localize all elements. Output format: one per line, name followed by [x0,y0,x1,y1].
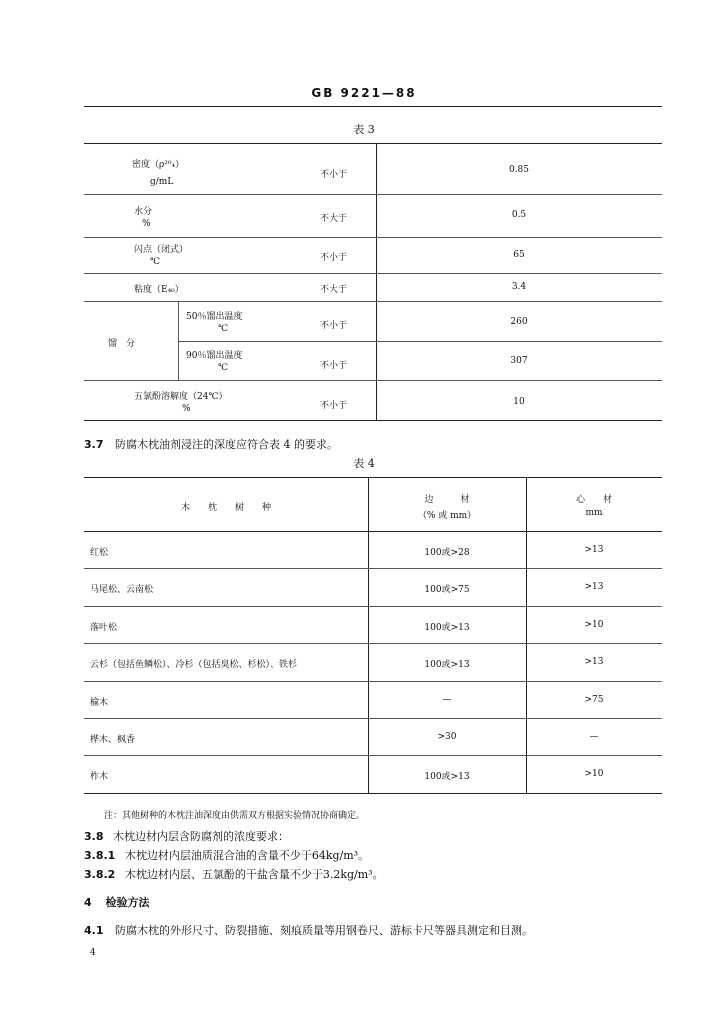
table4-row-sapwood: 100或>13 [424,772,470,782]
table4-row-species: 云杉（包括鱼鳞松）、冷杉（包括臭松、杉松）、铁杉 [90,660,298,670]
section-3-8-1-number: 3.8.1 [84,849,116,862]
section-3-8-2-text: 木枕边材内层、五氯酚的干盐含量不少于3.2kg/m³。 [124,868,384,881]
table4-divider-2 [526,477,527,793]
table4-header-rule [84,531,662,532]
section-3-7-text: 防腐木枕油剂浸注的深度应符合表 4 的要求。 [115,438,338,451]
table4-note: 注：其他树种的木枕注油深度由供需双方根据实验情况协商确定。 [104,811,366,821]
table3-row7-cond: 不小于 [320,401,348,411]
table4-row-species: 落叶松 [90,623,118,633]
header-rule [84,106,662,107]
section-4-1-number: 4.1 [84,924,104,937]
table3-row3-value: 65 [513,250,525,260]
table4-row-heartwood: >13 [584,657,604,667]
table4-row-sapwood: 100或>28 [424,548,470,558]
table3-row-line [84,273,662,274]
table4-row-heartwood: >13 [584,582,604,592]
table4-header-sapwood-unit: （% 或 mm） [417,511,477,521]
table3-top-border [84,143,662,144]
section-4-title: 检验方法 [105,896,150,909]
table4-row-line [84,643,662,644]
table3-row1-value: 0.85 [508,165,530,175]
table4-row-sapwood: >30 [437,732,457,742]
table3-row3-cond: 不小于 [320,253,348,263]
table4-row-heartwood: >75 [584,695,604,705]
table3-row6-cond: 不小于 [320,361,348,371]
table4-row-species: 马尾松、云南松 [90,585,154,595]
table4-row-line [84,568,662,569]
table4-header-sapwood: 边 材 [424,495,470,505]
table3-row7-unit: % [182,404,191,414]
table3-row-line [84,194,662,195]
table4-row-line [84,718,662,719]
table3-row5-label: 50％馏出温度 [186,312,243,322]
table3-row1-label: 密度（ρ²⁰₄） [132,160,185,170]
table4-row-line [84,681,662,682]
table4-row-sapwood: 100或>75 [424,585,470,595]
section-4 [84,894,150,910]
table3-row2-value: 0.5 [511,210,527,220]
table3-row3-unit: ℃ [150,257,161,267]
table4-bottom-border [84,793,662,794]
table3-row7-value: 10 [513,397,525,407]
table3-row4-value: 3.4 [511,282,527,292]
section-4-1-text: 防腐木枕的外形尺寸、防裂措施、刻痕质量等用钢卷尺、游标卡尺等器具测定和目测。 [115,924,533,937]
table3-row2-label: 水分 [134,207,153,217]
table4-row-sapwood: 100或>13 [424,623,470,633]
table4-top-border [84,477,662,478]
table3-row-line [178,341,662,342]
table3-row-line [84,380,662,381]
table4-row-heartwood: >10 [584,769,604,779]
table3-row-line [84,237,662,238]
table3-row7-label: 五氯酚溶解度（24℃） [134,392,228,402]
table4-row-heartwood: >13 [584,545,604,555]
table3-row4-cond: 不大于 [320,285,348,295]
table4-caption: 表 4 [353,457,375,470]
table3-row2-cond: 不大于 [320,214,348,224]
table3-row4-label: 粘度（E₄₀） [134,285,184,295]
section-3-7-number: 3.7 [84,438,104,451]
table4-row-line [84,755,662,756]
table4-header-species: 木 枕 树 种 [180,503,271,513]
section-3-8 [84,828,289,844]
table4-row-species: 榆木 [90,698,109,708]
table3-row5-value: 260 [510,317,528,327]
table3-row5-unit: ℃ [218,324,229,334]
table4-divider-1 [368,477,369,793]
table3-row6-unit: ℃ [218,363,229,373]
table3-row1-unit: g/mL [150,177,174,187]
section-3-8-2-number: 3.8.2 [84,868,116,881]
table4-row-sapwood: — [442,695,452,705]
section-3-8-2 [84,866,384,882]
table3-row3-label: 闪点（闭式） [134,245,189,255]
table3-group-divider [178,301,179,380]
table4-row-sapwood: 100或>13 [424,660,470,670]
table4-row-species: 红松 [90,548,109,558]
section-3-8-text: 木枕边材内层含防腐剂的浓度要求： [113,830,289,843]
table4-row-heartwood: >10 [584,620,604,630]
section-3-8-1-text: 木枕边材内层油质混合油的含量不少于64kg/m³。 [124,849,370,862]
table3-row-line [84,301,662,302]
table3-row1-cond: 不小于 [320,170,348,180]
section-3-8-number: 3.8 [84,830,104,843]
table4-header-heartwood: 心 材 [575,495,612,505]
table3-bottom-border [84,420,662,421]
section-4-1 [84,922,533,938]
table4-header-heartwood-unit: mm [585,508,603,518]
table4-row-species: 柞木 [90,772,109,782]
page-number: 4 [90,948,96,958]
section-3-8-1 [84,847,369,863]
table4-row-line [84,606,662,607]
document-header: GB 9221—88 [311,86,417,100]
table4-row-heartwood: — [589,732,599,742]
table3-row6-value: 307 [510,356,528,366]
table3-row2-unit: % [142,219,151,229]
table3-row6-label: 90％馏出温度 [186,351,243,361]
table3-row5-cond: 不小于 [320,321,348,331]
table3-caption: 表 3 [353,123,375,136]
table4-row-species: 桦木、枫香 [90,735,136,745]
section-4-number: 4 [84,896,92,909]
table3-group-label: 馏 分 [108,339,136,349]
section-3-7 [84,436,338,452]
